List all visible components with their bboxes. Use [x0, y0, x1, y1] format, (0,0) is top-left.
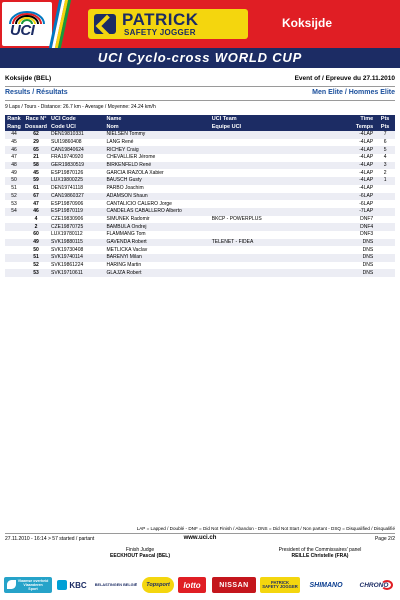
- cell-dossard: 45: [33, 169, 39, 176]
- cell-rank: 47: [11, 154, 17, 161]
- cell-rank: [5, 254, 23, 262]
- table-row: [5, 216, 395, 224]
- patrick-subtitle: SAFETY JOGGER: [124, 28, 196, 37]
- cell-time: -4LAP: [332, 131, 375, 139]
- header-dossard-fr: Dossard: [24, 124, 47, 130]
- cell-dossard: 61: [33, 185, 39, 192]
- table-row: [5, 169, 395, 177]
- header-team: UCI Team: [210, 115, 332, 123]
- cell-time: DNS: [362, 246, 374, 253]
- table-row: [5, 223, 395, 231]
- table-header: [5, 115, 395, 131]
- divider: [5, 533, 395, 534]
- cell-time: -4LAP: [332, 177, 375, 185]
- cell-rider-name: GARCIA IRAZOLA Xabier: [106, 169, 164, 176]
- header-dossard: Race N°: [23, 115, 49, 123]
- vlaanderen-line-2: Vlaanderen: [23, 583, 43, 587]
- footer-row: [5, 536, 395, 544]
- nissan-text: NISSAN: [219, 581, 249, 589]
- table-body: [5, 131, 395, 277]
- event-venue: Koksijde (BEL): [5, 75, 52, 82]
- cell-points: 5: [375, 146, 395, 154]
- header-code: UCI Code: [49, 115, 104, 123]
- vlaanderen-line-1: Vlaamse overheid: [17, 579, 49, 583]
- sponsor-vlaanderen-logo: [4, 577, 52, 593]
- cell-uci-code: SVK19880115: [49, 239, 104, 247]
- cell-team: [210, 154, 332, 162]
- finish-judge: [60, 547, 220, 559]
- table-row: [5, 185, 395, 193]
- cell-rider-name: SIMUNEK Radomir: [106, 215, 150, 222]
- cell-points: [375, 239, 395, 247]
- cell-team: [210, 139, 332, 147]
- cell-dossard: 50: [33, 246, 39, 253]
- cell-points: 2: [383, 169, 387, 176]
- cell-team: [210, 208, 332, 216]
- cell-points: [375, 246, 395, 254]
- header-time: Time: [332, 115, 375, 123]
- cell-uci-code: SVK19740114: [49, 254, 104, 262]
- rainbow-stripes: [54, 0, 68, 48]
- vlaanderen-line-3: Sport: [28, 587, 38, 591]
- cell-rider-name: BAUSCH Gusty: [104, 177, 209, 185]
- sponsor-belastingen-logo: [94, 577, 138, 593]
- cell-time: DNF4: [332, 223, 375, 231]
- cell-rank: [5, 269, 23, 277]
- cell-time: DNF7: [360, 215, 374, 222]
- cell-uci-code: LUX19800225: [49, 177, 104, 185]
- cell-team: [210, 254, 332, 262]
- laps-info: 9 Laps / Tours - Distance: 26.7 km - Average / Moyenne: 24.24 km/h: [5, 104, 156, 110]
- chrono-swoosh-icon: [381, 580, 393, 590]
- cell-dossard: 60: [33, 231, 39, 238]
- header-rank-fr: Rang: [5, 123, 23, 131]
- cell-rank: [5, 262, 23, 270]
- cell-rider-name: LANG René: [106, 139, 134, 146]
- cell-uci-code: FRA19740920: [51, 154, 84, 161]
- cell-rider-name: RICHEY Craig: [104, 146, 209, 154]
- cell-dossard: 49: [23, 239, 49, 247]
- event-info-row: [5, 75, 395, 85]
- lotto-text: lotto: [183, 580, 201, 590]
- table-row: [5, 162, 395, 170]
- cell-points: [375, 254, 395, 262]
- table-row: [5, 193, 395, 201]
- cell-uci-code: LUX19780112: [51, 231, 83, 238]
- cell-rider-name: BAMBULA Ondrej: [104, 223, 209, 231]
- results-title: Results / Résultats: [5, 89, 68, 96]
- cell-uci-code: CAN19840624: [49, 146, 104, 154]
- cell-rank: [5, 231, 23, 239]
- cell-uci-code: CZE19870725: [49, 223, 104, 231]
- finish-judge-name: EECKHOUT Pascal (BEL): [109, 553, 170, 559]
- event-banner: [0, 0, 400, 68]
- cell-rider-name: HARING Martin: [106, 262, 142, 269]
- cell-team: [210, 246, 332, 254]
- footer-page-number: Page 2/2: [374, 536, 395, 542]
- cell-rank: 52: [5, 193, 23, 201]
- cell-time: DNS: [362, 262, 374, 269]
- header-pts: Pts: [375, 115, 395, 123]
- patrick-chevron-icon: [94, 14, 116, 34]
- cell-points: 4: [383, 154, 387, 161]
- sponsor-patrick-logo: [260, 577, 300, 593]
- cell-points: 1: [375, 177, 395, 185]
- patrick-sponsor-logo: [88, 9, 248, 39]
- cell-dossard: 46: [23, 208, 49, 216]
- cell-time: -4LAP: [359, 169, 374, 176]
- abbreviation-legend: LAP = Lapped / Doublé - DNF = Did Not Finish / Abandon - DNS = Did Not Start / Non partant - DSQ = Disqualified / Disqualifié: [136, 526, 395, 531]
- belastingen-text: BELASTINGEN BELGIË: [94, 583, 138, 587]
- kbc-text: KBC: [69, 580, 87, 590]
- results-table: [5, 115, 395, 277]
- cell-uci-code: ESP19870119: [49, 208, 104, 216]
- cell-team: [210, 231, 332, 239]
- header-code-fr: Code UCI: [49, 123, 104, 131]
- cell-rank: 44: [5, 131, 23, 139]
- cell-time: -4LAP: [359, 185, 374, 192]
- cell-rank: 50: [5, 177, 23, 185]
- table-row: [5, 239, 395, 247]
- cell-uci-code: SVK19710611: [49, 269, 104, 277]
- cell-uci-code: DEN19810331: [49, 131, 104, 139]
- president-role: President of the Commissaires' panel: [278, 547, 362, 553]
- cell-rank: 49: [11, 169, 17, 176]
- cell-rider-name: CHEVALLIER Jérome: [106, 154, 156, 161]
- sponsor-kbc-logo: [56, 577, 90, 593]
- divider: [5, 86, 395, 87]
- uci-logo: [2, 2, 52, 46]
- table-row: [5, 231, 395, 239]
- header-rank: Rank: [5, 115, 23, 123]
- cell-rider-name: BARENYI Milan: [104, 254, 209, 262]
- cell-rank: 46: [5, 146, 23, 154]
- cell-dossard: 47: [33, 200, 39, 207]
- cell-uci-code: DEN19741118: [51, 185, 84, 192]
- shimano-text: SHIMANO: [309, 581, 343, 589]
- cell-dossard: 58: [23, 162, 49, 170]
- cell-dossard: 2: [23, 223, 49, 231]
- cell-dossard: 52: [33, 262, 39, 269]
- cell-time: -6LAP: [332, 193, 375, 201]
- cell-points: [375, 185, 395, 193]
- cell-points: 7: [375, 131, 395, 139]
- cell-uci-code: CAN19860327: [49, 193, 104, 201]
- table-row: [5, 177, 395, 185]
- uci-logo-text: UCI: [10, 22, 35, 39]
- cell-time: DNF3: [360, 231, 374, 238]
- cell-team: [210, 269, 332, 277]
- cell-time: -4LAP: [332, 162, 375, 170]
- cell-team: BKCP - POWERPLUS: [211, 215, 262, 222]
- cell-dossard: 53: [23, 269, 49, 277]
- cell-time: DNS: [332, 254, 375, 262]
- footer-timestamp: 27.11.2010 - 16:14 > 57 started / partant: [5, 536, 95, 542]
- cell-team: [210, 162, 332, 170]
- table-row: [5, 269, 395, 277]
- cell-rider-name: FLAMMANG Tom: [106, 231, 146, 238]
- cell-dossard: 59: [23, 177, 49, 185]
- cell-uci-code: ESP19870906: [51, 200, 84, 207]
- cell-points: [375, 193, 395, 201]
- cell-time: -6LAP: [359, 200, 374, 207]
- table-row: [5, 254, 395, 262]
- cell-time: DNS: [332, 239, 375, 247]
- table-row: [5, 139, 395, 147]
- cell-rank: [5, 246, 23, 254]
- cell-points: [375, 231, 395, 239]
- cell-points: [375, 223, 395, 231]
- cell-points: [375, 208, 395, 216]
- cell-uci-code: SUI19860408: [51, 139, 82, 146]
- patrick-title: PATRICK: [122, 10, 199, 29]
- cell-points: [375, 216, 395, 224]
- cell-rider-name: PARBO Joachim: [106, 185, 144, 192]
- event-date: Event of / Epreuve du 27.11.2010: [294, 75, 395, 82]
- sponsor-lotto-logo: [178, 577, 206, 593]
- header-name-fr: Nom: [104, 123, 209, 131]
- cell-uci-code: SVK19861224: [51, 262, 84, 269]
- cell-rider-name: CANTALICIO CALERO Jorge: [106, 200, 172, 207]
- divider: [5, 100, 395, 101]
- sponsor-topsport-logo: [142, 577, 174, 593]
- table-row: [5, 146, 395, 154]
- cell-points: [375, 269, 395, 277]
- cell-rank: 51: [11, 185, 17, 192]
- cell-team: [210, 177, 332, 185]
- cell-rank: 45: [11, 139, 17, 146]
- table-row: [5, 246, 395, 254]
- cell-rank: 54: [5, 208, 23, 216]
- cell-dossard: 67: [23, 193, 49, 201]
- cell-rider-name: NIELSEN Tommy: [104, 131, 209, 139]
- cell-points: [375, 200, 395, 208]
- chrono-text: CHRONO: [359, 581, 389, 589]
- cell-rank: [5, 239, 23, 247]
- cell-rider-name: GLAJZA Robert: [104, 269, 209, 277]
- president-name: REILLE Christelle (FRA): [291, 553, 349, 559]
- finish-judge-role: Finish Judge: [125, 547, 155, 553]
- cell-team: TELENET - FIDEA: [210, 239, 332, 247]
- cell-team: [210, 169, 332, 177]
- header-name: Name: [104, 115, 209, 123]
- table-row: [5, 131, 395, 139]
- table-row: [5, 262, 395, 270]
- cell-uci-code: SVK19730408: [51, 246, 84, 253]
- cell-time: -4LAP: [359, 154, 374, 161]
- cell-rider-name: GAVENDA Robert: [104, 239, 209, 247]
- cell-time: -4LAP: [332, 146, 375, 154]
- cell-points: 6: [383, 139, 387, 146]
- sponsor-strip: [4, 575, 396, 595]
- patrick-sponsor-line-2: SAFETY JOGGER: [262, 584, 298, 589]
- banner-location: Koksijde: [282, 16, 333, 30]
- cell-team: [210, 223, 332, 231]
- table-row: [5, 208, 395, 216]
- cell-team: [210, 146, 332, 154]
- commissaires-president: [240, 547, 400, 559]
- cell-uci-code: CZE19830906: [51, 215, 84, 222]
- header-team-fr: Equipe UCI: [210, 123, 332, 131]
- topsport-text: Topsport: [146, 582, 170, 588]
- cell-uci-code: GER19830519: [49, 162, 104, 170]
- world-cup-title: UCI Cyclo-cross WORLD CUP: [97, 50, 303, 65]
- cell-rank: [5, 223, 23, 231]
- cell-rider-name: METLICKA Vaclav: [106, 246, 148, 253]
- table-row: [5, 154, 395, 162]
- cell-dossard: 62: [23, 131, 49, 139]
- header-time-fr: Temps: [332, 123, 375, 131]
- cell-dossard: 21: [33, 154, 39, 161]
- cell-rank: [5, 216, 23, 224]
- patrick-sponsor-line-1: PATRICK: [271, 579, 289, 585]
- cell-dossard: 65: [23, 146, 49, 154]
- cell-rank: 48: [5, 162, 23, 170]
- cell-rider-name: CANDELAS CABALLERO Alberto: [104, 208, 209, 216]
- cell-team: [210, 200, 332, 208]
- cell-rider-name: BIRKENFELD René: [104, 162, 209, 170]
- cell-team: [210, 193, 332, 201]
- cell-rank: 53: [11, 200, 17, 207]
- results-heading-row: [5, 89, 395, 99]
- cell-uci-code: ESP19870126: [51, 169, 84, 176]
- sponsor-nissan-logo: [212, 577, 256, 593]
- cell-team: [210, 262, 332, 270]
- table-row: [5, 200, 395, 208]
- cell-team: [210, 131, 332, 139]
- cell-points: 3: [375, 162, 395, 170]
- header-pts-fr: Pts: [375, 123, 395, 131]
- cell-time: -4LAP: [359, 139, 374, 146]
- cell-team: [210, 185, 332, 193]
- cell-dossard: 51: [23, 254, 49, 262]
- sponsor-chrono-logo: [352, 577, 396, 593]
- sponsor-shimano-logo: [304, 577, 348, 593]
- cell-points: [375, 262, 395, 270]
- cell-time: -7LAP: [332, 208, 375, 216]
- cell-time: DNS: [332, 269, 375, 277]
- footer-website-link[interactable]: www.uci.ch: [183, 535, 217, 541]
- cell-rider-name: ADAMSON Shaun: [104, 193, 209, 201]
- cell-dossard: 29: [33, 139, 39, 146]
- cell-dossard: 4: [34, 215, 38, 222]
- race-category: Men Elite / Hommes Elite: [312, 89, 395, 96]
